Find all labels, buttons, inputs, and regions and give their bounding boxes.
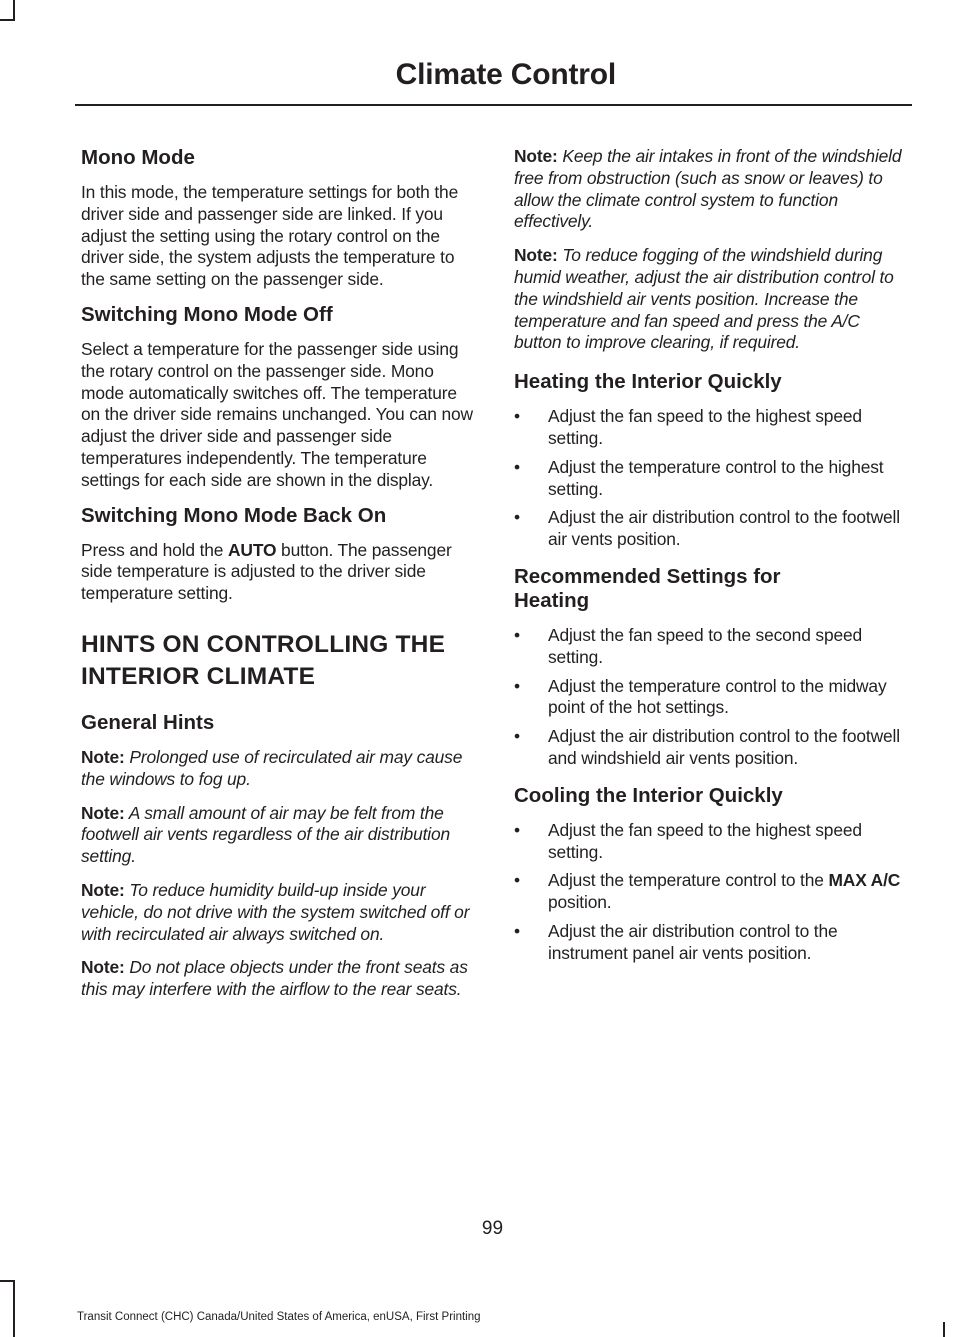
recommended-heating-heading-line1: Recommended Settings for [514,564,781,588]
hints-heading-line2: INTERIOR CLIMATE [81,662,316,690]
cooling-quickly-heading: Cooling the Interior Quickly [514,783,783,807]
recommended-heating-list [514,625,910,770]
note-paragraph: Note: Do not place objects under the front seats as this may interfere with the airflow to the rear seats. [81,957,468,1000]
list-item: • Adjust the fan speed to the highest speed setting. [514,819,862,862]
list-item: • Adjust the fan speed to the highest speed setting. [514,406,862,448]
note-paragraph: Note: To reduce fogging of the windshield during humid weather, adjust the air distribution control to the windshield air vents position. Increase the temperature and fan speed and press the A/C button to improve clearing, if required. [514,245,894,353]
crop-mark-top-left [13,0,15,20]
header-rule [75,104,912,106]
list-item: • Adjust the temperature control to the MAX A/C position. [514,870,901,913]
note-paragraph: Note: To reduce humidity build-up inside your vehicle, do not drive with the system switched off or with recirculated air always switched on. [81,879,470,944]
list-item: • Adjust the air distribution control to the footwell air vents position. [514,507,900,550]
list-item: • Adjust the temperature control to the midway point of the hot settings. [514,675,887,718]
recommended-heating-heading-line2: Heating [514,588,590,612]
hints-heading-line1: HINTS ON CONTROLLING THE [81,630,446,658]
crop-mark-top-left-h [0,19,15,21]
mono-off-body: Select a temperature for the passenger side using the rotary control on the passenger side. Mono mode automatically switches off. The temperature on the driver side remains unchanged. You can now adjust the driver side and passenger side temperatures independently. The temperature settings for each side are shown in the display. [81,338,473,490]
auto-keyword: AUTO [228,539,277,560]
heating-quickly-list [514,406,910,551]
heating-quickly-heading: Heating the Interior Quickly [514,370,782,394]
mono-mode-heading: Mono Mode [81,146,195,169]
list-item: • Adjust the fan speed to the second speed setting. [514,624,863,667]
note-paragraph: Note: Prolonged use of recirculated air may cause the windows to fog up. [81,746,463,789]
list-item: • Adjust the temperature control to the highest setting. [514,456,884,499]
list-item: • Adjust the air distribution control to the footwell and windshield air vents position. [514,726,900,768]
right-column [514,146,910,979]
mono-off-heading: Switching Mono Mode Off [81,302,333,326]
crop-mark-bottom-right [943,1322,945,1337]
mono-mode-body: In this mode, the temperature settings for both the driver side and passenger side are linked. If you adjust the setting using the rotary control on the driver side, the system adjusts the temperature to the same setting on the passenger side. [81,182,459,290]
mono-on-heading: Switching Mono Mode Back On [81,503,387,527]
crop-mark-bottom-left-h [0,1280,15,1282]
page-number: 99 [481,1218,504,1239]
note-paragraph: Note: Keep the air intakes in front of the windshield free from obstruction (such as snow or leaves) to allow the climate control system to function effectively. [514,146,902,232]
page-title: Climate Control [395,58,616,91]
general-hints-heading: General Hints [81,710,215,734]
footer-text: Transit Connect (CHC) Canada/United States of America, enUSA, First Printing [77,1311,481,1323]
list-item: • Adjust the air distribution control to the instrument panel air vents position. [514,920,838,963]
note-paragraph: Note: A small amount of air may be felt from the footwell air vents regardless of the air distribution setting. [81,802,451,867]
left-column [81,146,477,1013]
mono-on-body: Press and hold the AUTO button. The passenger side temperature is adjusted to the driver side temperature setting. [81,539,452,604]
crop-mark-bottom-left [13,1280,15,1337]
cooling-quickly-list [514,820,910,965]
max-ac-keyword: MAX A/C [828,870,901,891]
